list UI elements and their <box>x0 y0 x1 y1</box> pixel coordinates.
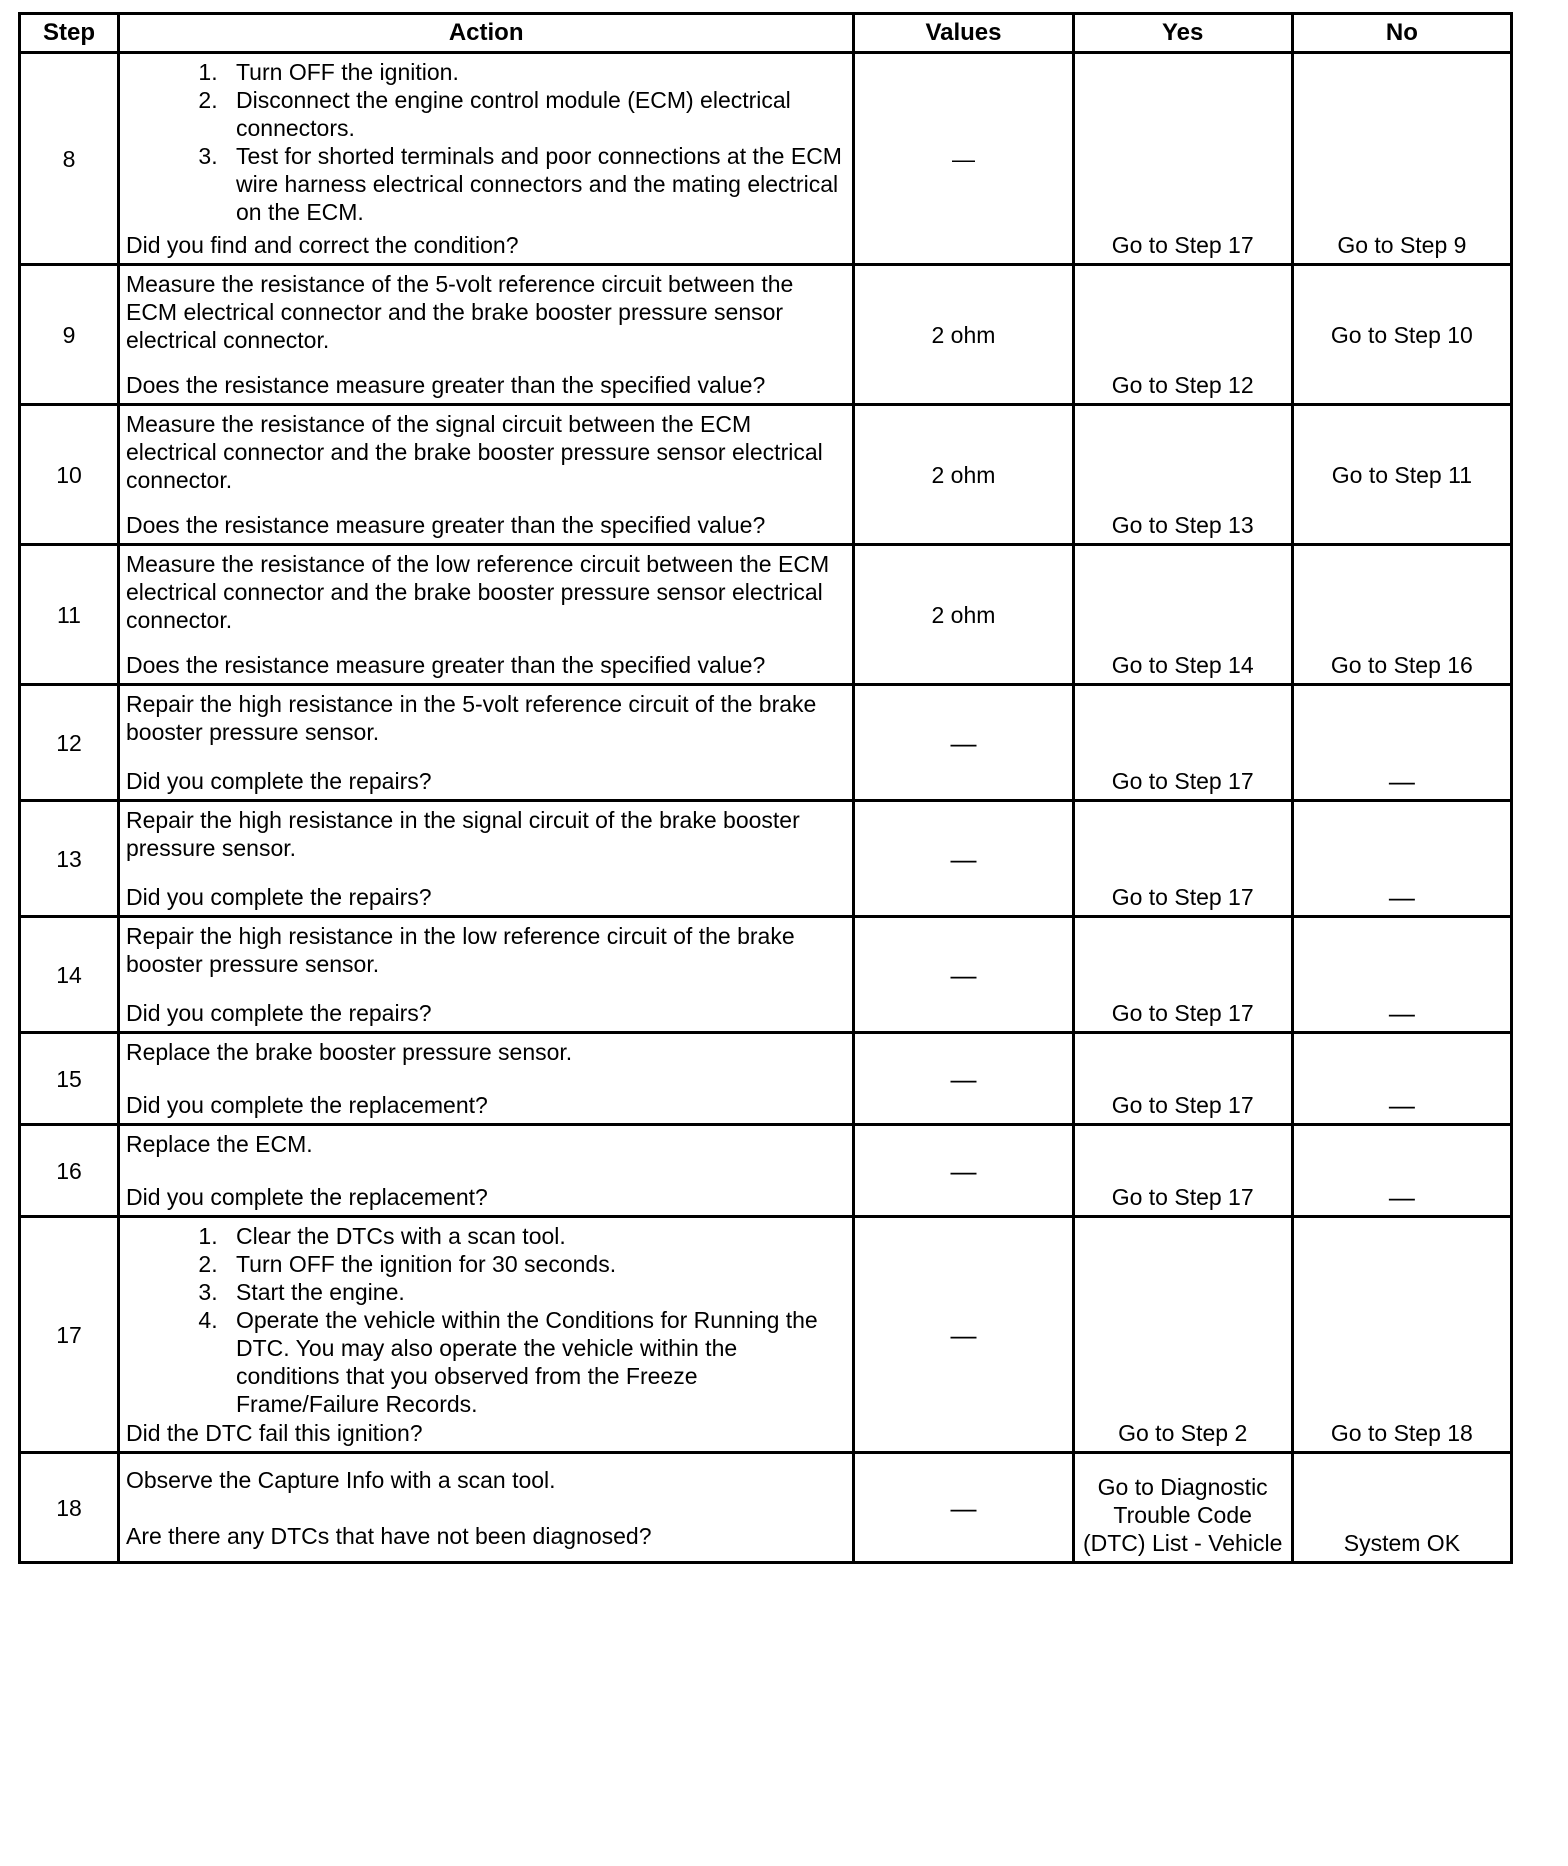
action-question: Did you complete the repairs? <box>125 884 432 910</box>
action-question: Did you complete the replacement? <box>125 1184 488 1210</box>
table-row <box>20 1217 1512 1453</box>
value-cell: 2 ohm <box>854 405 1073 545</box>
action-cell <box>118 1033 853 1125</box>
no-cell: — <box>1292 1125 1511 1217</box>
list-item: 2. Disconnect the engine control module (ECM) electrical connectors. <box>224 86 846 142</box>
table-row <box>20 545 1512 685</box>
action-text: Repair the high resistance in the 5-volt reference circuit of the brake booster pressure sensor. <box>125 691 817 745</box>
step-number: 9 <box>20 265 119 405</box>
list-item: 2. Turn OFF the ignition for 30 seconds. <box>224 1250 846 1278</box>
action-text: Observe the Capture Info with a scan tool. <box>125 1466 556 1493</box>
action-cell <box>118 405 853 545</box>
table-row <box>20 1453 1512 1563</box>
yes-cell: Go to Step 2 <box>1073 1217 1292 1453</box>
no-cell: Go to Step 9 <box>1292 53 1511 265</box>
action-question: Did you find and correct the condition? <box>125 232 519 258</box>
header-values: Values <box>854 14 1073 53</box>
no-cell: — <box>1292 917 1511 1033</box>
action-cell <box>118 265 853 405</box>
action-text: Replace the brake booster pressure sensor. <box>125 1039 573 1065</box>
action-question: Does the resistance measure greater than the specified value? <box>125 512 766 538</box>
no-cell: — <box>1292 685 1511 801</box>
step-number: 16 <box>20 1125 119 1217</box>
value-cell: — <box>854 685 1073 801</box>
action-cell <box>118 917 853 1033</box>
yes-cell: Go to Step 17 <box>1073 1125 1292 1217</box>
action-question: Did you complete the repairs? <box>125 768 432 794</box>
value-cell: — <box>854 53 1073 265</box>
table-row <box>20 53 1512 265</box>
action-cell <box>118 545 853 685</box>
action-question: Did the DTC fail this ignition? <box>125 1420 423 1446</box>
action-question: Does the resistance measure greater than the specified value? <box>125 652 766 678</box>
step-number: 8 <box>20 53 119 265</box>
header-step: Step <box>20 14 119 53</box>
no-cell: System OK <box>1292 1453 1511 1563</box>
value-cell: — <box>854 1217 1073 1453</box>
no-cell: Go to Step 16 <box>1292 545 1511 685</box>
step-number: 18 <box>20 1453 119 1563</box>
yes-cell: Go to Step 17 <box>1073 1033 1292 1125</box>
diagnostic-table <box>18 12 1513 1564</box>
action-text: Measure the resistance of the low reference circuit between the ECM electrical connector and the brake booster pressure sensor electrical connector. <box>125 551 830 633</box>
yes-cell: Go to Step 14 <box>1073 545 1292 685</box>
value-cell: — <box>854 1453 1073 1563</box>
value-cell: — <box>854 801 1073 917</box>
action-text: Measure the resistance of the 5-volt reference circuit between the ECM electrical connector and the brake booster pressure sensor electrical connector. <box>125 271 794 353</box>
step-number: 15 <box>20 1033 119 1125</box>
step-number: 13 <box>20 801 119 917</box>
list-item: 3. Start the engine. <box>224 1278 846 1306</box>
table-row <box>20 265 1512 405</box>
step-number: 14 <box>20 917 119 1033</box>
table-row <box>20 1033 1512 1125</box>
table-row <box>20 917 1512 1033</box>
yes-cell: Go to Step 12 <box>1073 265 1292 405</box>
action-list <box>126 1222 846 1418</box>
action-list <box>126 58 846 226</box>
table-row <box>20 801 1512 917</box>
value-cell: — <box>854 1125 1073 1217</box>
header-no: No <box>1292 14 1511 53</box>
action-cell <box>118 1217 853 1453</box>
action-cell <box>118 1453 853 1563</box>
action-question: Did you complete the repairs? <box>125 1000 432 1026</box>
no-cell: Go to Step 11 <box>1292 405 1511 545</box>
list-item: 3. Test for shorted terminals and poor connections at the ECM wire harness electrical connectors and the mating electrical on the ECM. <box>224 142 846 226</box>
action-question: Are there any DTCs that have not been diagnosed? <box>125 1522 652 1549</box>
action-text: Repair the high resistance in the low reference circuit of the brake booster pressure sensor. <box>125 923 795 977</box>
header-row <box>20 14 1512 53</box>
action-text: Replace the ECM. <box>125 1131 313 1157</box>
yes-cell: Go to Step 17 <box>1073 53 1292 265</box>
step-number: 10 <box>20 405 119 545</box>
yes-cell: Go to Diagnostic Trouble Code (DTC) List - Vehicle <box>1073 1453 1292 1563</box>
value-cell: 2 ohm <box>854 545 1073 685</box>
yes-cell: Go to Step 13 <box>1073 405 1292 545</box>
value-cell: 2 ohm <box>854 265 1073 405</box>
no-cell: Go to Step 10 <box>1292 265 1511 405</box>
no-cell: Go to Step 18 <box>1292 1217 1511 1453</box>
table-row <box>20 1125 1512 1217</box>
yes-cell: Go to Step 17 <box>1073 917 1292 1033</box>
step-number: 17 <box>20 1217 119 1453</box>
action-question: Did you complete the replacement? <box>125 1092 488 1118</box>
action-cell <box>118 685 853 801</box>
yes-cell: Go to Step 17 <box>1073 685 1292 801</box>
list-item: 1. Turn OFF the ignition. <box>224 58 846 86</box>
no-cell: — <box>1292 801 1511 917</box>
list-item: 4. Operate the vehicle within the Conditions for Running the DTC. You may also operate the vehicle within the conditions that you observed from the Freeze Frame/Failure Records. <box>224 1306 846 1418</box>
step-number: 11 <box>20 545 119 685</box>
table-row <box>20 685 1512 801</box>
no-cell: — <box>1292 1033 1511 1125</box>
yes-cell: Go to Step 17 <box>1073 801 1292 917</box>
header-action: Action <box>118 14 853 53</box>
list-item: 1. Clear the DTCs with a scan tool. <box>224 1222 846 1250</box>
action-cell <box>118 801 853 917</box>
action-cell <box>118 53 853 265</box>
table-row <box>20 405 1512 545</box>
step-number: 12 <box>20 685 119 801</box>
action-question: Does the resistance measure greater than the specified value? <box>125 372 766 398</box>
value-cell: — <box>854 917 1073 1033</box>
action-text: Measure the resistance of the signal circuit between the ECM electrical connector and the brake booster pressure sensor electrical connector. <box>125 411 823 493</box>
action-cell <box>118 1125 853 1217</box>
value-cell: — <box>854 1033 1073 1125</box>
action-text: Repair the high resistance in the signal circuit of the brake booster pressure sensor. <box>125 807 800 861</box>
header-yes: Yes <box>1073 14 1292 53</box>
